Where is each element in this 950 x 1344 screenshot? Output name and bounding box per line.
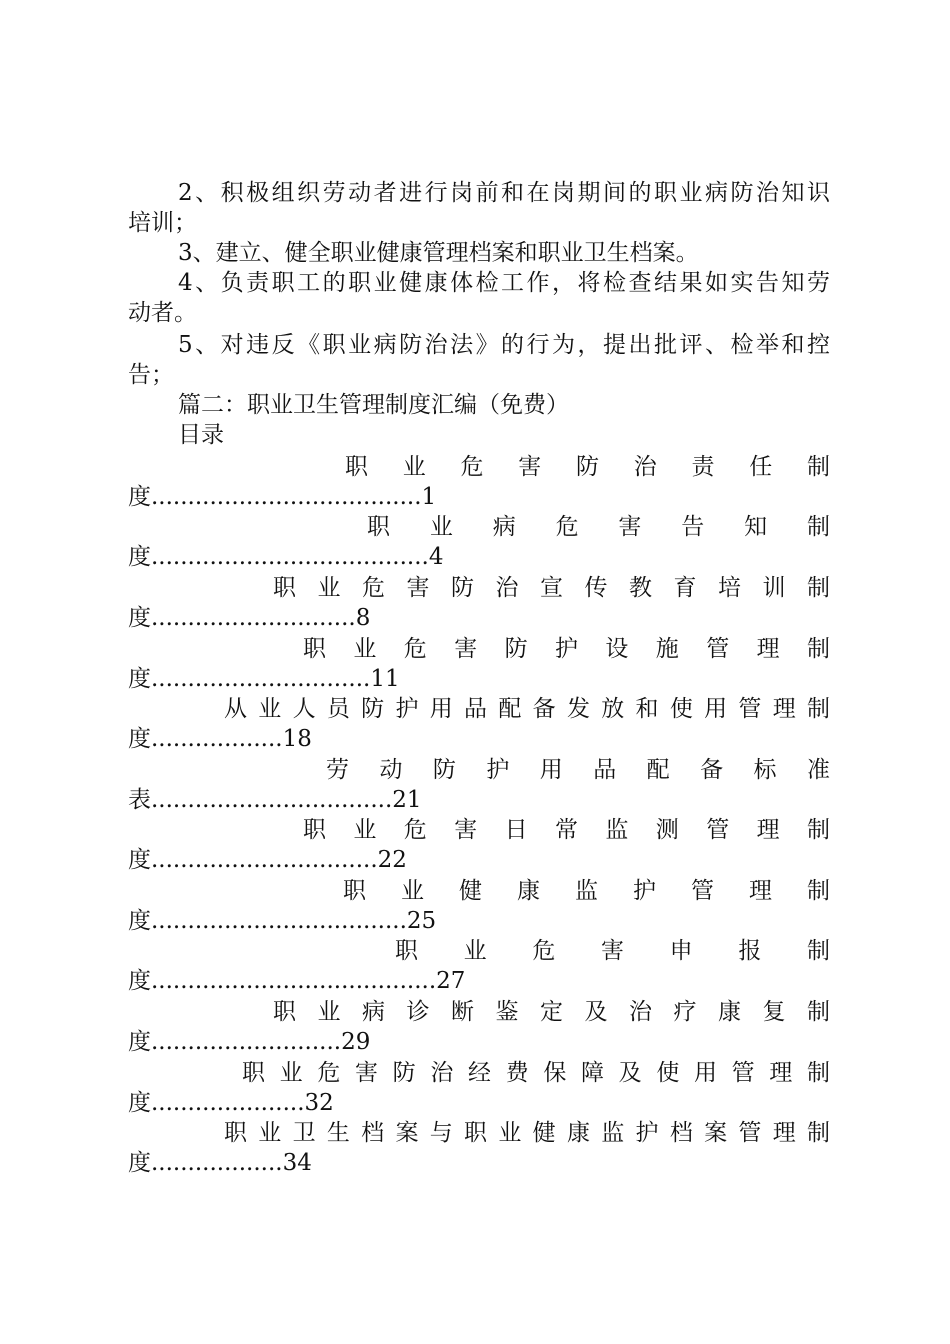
toc-entry-page: 度...............................22: [128, 847, 407, 873]
toc-entry-page: 度.....................................1: [128, 484, 437, 510]
toc-entry-title: 劳动防护用品配备标准: [326, 757, 830, 783]
toc-entry-page: 度..................34: [128, 1150, 312, 1176]
paragraph-2-line-2: 培训；: [128, 210, 197, 236]
toc-entry-title: 职业卫生档案与职业健康监护档案管理制: [224, 1120, 830, 1146]
toc-entry-title: 职业危害申报制: [395, 938, 830, 964]
toc-entry-title: 职业病诊断鉴定及治疗康复制: [273, 999, 830, 1025]
toc-entry-title: 职业危害防治宣传教育培训制: [273, 575, 830, 601]
toc-entry-page: 度...................................25: [128, 908, 437, 934]
paragraph-5-line-1: 5、对违反《职业病防治法》的行为，提出批评、检举和控: [178, 332, 830, 358]
toc-entry-title: 从业人员防护用品配备发放和使用管理制: [224, 696, 830, 722]
toc-entry-title: 职业病危害告知制: [367, 514, 830, 540]
toc-entry-page: 度.....................32: [128, 1090, 334, 1116]
toc-entry-page: 度.......................................27: [128, 968, 466, 994]
paragraph-2-line-1: 2、积极组织劳动者进行岗前和在岗期间的职业病防治知识: [178, 180, 830, 206]
toc-entry-title: 职业危害防护设施管理制: [303, 636, 830, 662]
paragraph-5-line-2: 告；: [128, 362, 174, 388]
paragraph-4-line-1: 4、负责职工的职业健康体检工作，将检查结果如实告知劳: [178, 270, 830, 296]
paragraph-4-line-2: 动者。: [128, 300, 197, 326]
paragraph-3: 3、建立、健全职业健康管理档案和职业卫生档案。: [178, 240, 699, 266]
toc-entry-page: 度......................................4: [128, 544, 444, 570]
toc-entry-page: 度..................18: [128, 726, 312, 752]
toc-entry-title: 职业危害日常监测管理制: [303, 817, 830, 843]
toc-entry-page: 度..............................11: [128, 666, 400, 692]
toc-entry-title: 职业危害防治经费保障及使用管理制: [242, 1060, 830, 1086]
toc-entry-title: 职业危害防治责任制: [345, 454, 830, 480]
toc-entry-title: 职业健康监护管理制: [343, 878, 830, 904]
toc-entry-page: 度............................8: [128, 605, 371, 631]
toc-entry-page: 度..........................29: [128, 1029, 371, 1055]
toc-entry-page: 表.................................21: [128, 787, 422, 813]
section-heading: 篇二：职业卫生管理制度汇编（免费）: [178, 392, 569, 418]
toc-heading: 目录: [178, 422, 224, 448]
